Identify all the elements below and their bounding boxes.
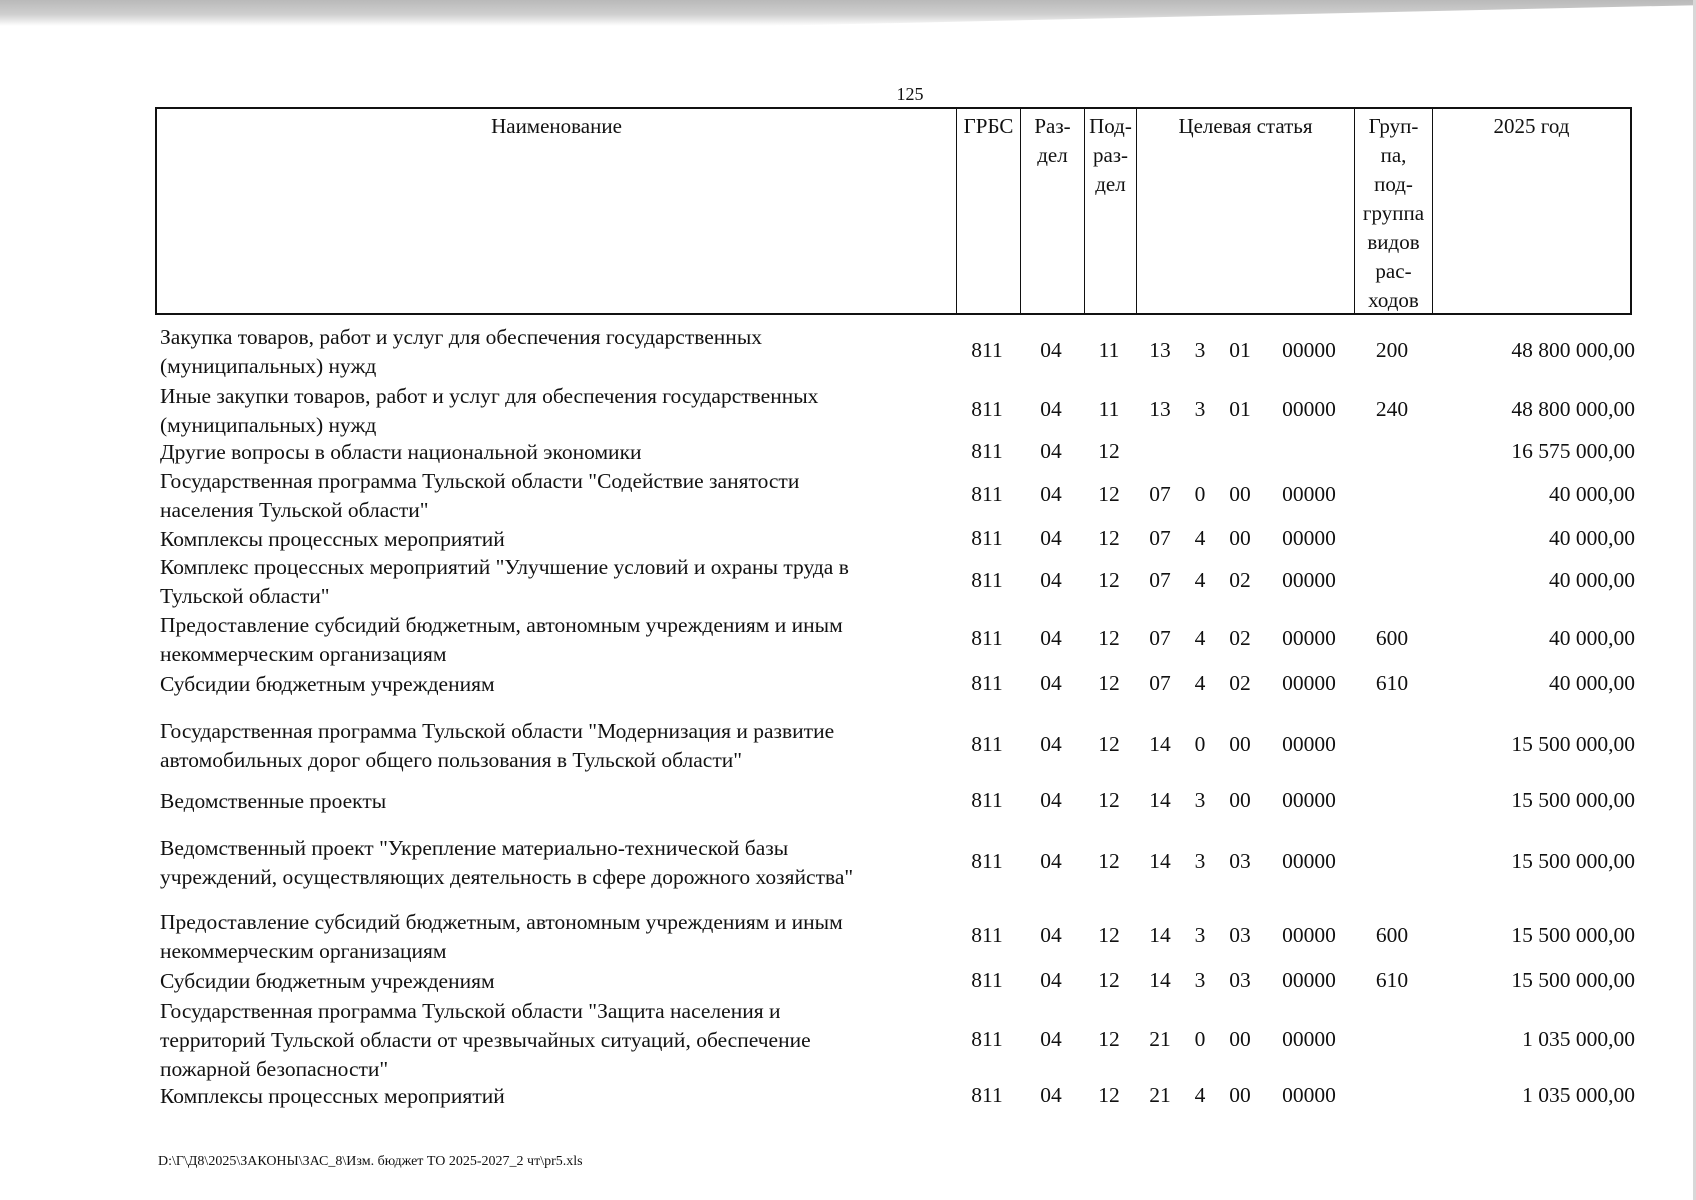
cell-pr: 12 — [1098, 626, 1120, 650]
cell-grbs: 811 — [971, 849, 1003, 873]
cell-pr: 12 — [1098, 438, 1120, 463]
cell-grbs: 811 — [971, 338, 1003, 362]
cell-pr: 12 — [1098, 849, 1120, 873]
cell-t1: 07 — [1149, 670, 1171, 695]
cell-pr: 12 — [1098, 568, 1120, 592]
row-name — [160, 438, 935, 467]
table-row — [155, 967, 1635, 996]
cell-t2: 0 — [1194, 1026, 1206, 1051]
cell-grbs: 811 — [971, 1026, 1003, 1051]
row-name-line: Комплекс процессных мероприятий "Улучшение условий и охраны труда в — [160, 555, 849, 579]
header-podrazdel-line: раз- — [1092, 143, 1129, 167]
table-row — [155, 717, 1635, 775]
table-row — [155, 834, 1635, 892]
cell-rz: 04 — [1040, 482, 1062, 506]
file-path-footer: D:\Г\Д8\2025\ЗАКОНЫ\ЗАС_8\Изм. бюджет ТО 2025-2027_2 чт\pr5.xls — [158, 1154, 583, 1169]
cell-t3: 02 — [1229, 670, 1251, 695]
cell-rz: 04 — [1040, 732, 1062, 756]
cell-t1: 14 — [1149, 787, 1171, 812]
cell-amount: 15 500 000,00 — [1511, 849, 1635, 873]
cell-pr: 12 — [1098, 482, 1120, 506]
header-group-line: видов — [1367, 230, 1420, 254]
table-row — [155, 467, 1635, 525]
row-name-line: Государственная программа Тульской области "Защита населения и — [160, 999, 781, 1023]
row-name-line: Государственная программа Тульской области "Модернизация и развитие — [160, 719, 835, 743]
cell-grbs: 811 — [971, 626, 1003, 650]
header-group-line: группа — [1362, 201, 1425, 225]
row-name — [160, 467, 935, 525]
cell-t4: 00000 — [1282, 568, 1336, 592]
cell-t3: 01 — [1229, 338, 1251, 362]
cell-t3: 00 — [1229, 525, 1251, 550]
row-name — [160, 553, 935, 611]
cell-t1: 14 — [1149, 967, 1171, 992]
cell-amount: 48 800 000,00 — [1511, 338, 1635, 362]
cell-grbs: 811 — [971, 923, 1003, 947]
cell-rz: 04 — [1040, 923, 1062, 947]
header-group-line: ходов — [1368, 288, 1419, 312]
cell-t4: 00000 — [1282, 338, 1336, 362]
cell-grbs: 811 — [971, 482, 1003, 506]
row-name-line: некоммерческим организациям — [160, 642, 447, 666]
table-row — [155, 997, 1635, 1084]
cell-vr: 240 — [1375, 397, 1409, 421]
row-name-line: Ведомственные проекты — [160, 789, 387, 813]
row-name-line: некоммерческим организациям — [160, 939, 447, 963]
row-name-line: Ведомственный проект "Укрепление материально-технической базы — [160, 836, 789, 860]
cell-t3: 00 — [1229, 1026, 1251, 1051]
cell-rz: 04 — [1040, 1026, 1062, 1051]
row-name-line: Закупка товаров, работ и услуг для обеспечения государственных — [160, 325, 763, 349]
header-target-label: Целевая статья — [1178, 114, 1313, 138]
header-podrazdel-line: Под- — [1089, 114, 1132, 138]
cell-pr: 12 — [1098, 670, 1120, 695]
row-name — [160, 611, 935, 669]
cell-rz: 04 — [1040, 670, 1062, 695]
row-name — [160, 1082, 935, 1111]
cell-t3: 02 — [1229, 626, 1251, 650]
row-name-line: Комплексы процессных мероприятий — [160, 1084, 505, 1108]
row-name — [160, 525, 935, 554]
cell-t3: 00 — [1229, 787, 1251, 812]
cell-grbs: 811 — [971, 967, 1003, 992]
cell-t4: 00000 — [1282, 482, 1336, 506]
cell-amount: 1 035 000,00 — [1522, 1026, 1635, 1051]
cell-rz: 04 — [1040, 967, 1062, 992]
cell-t1: 14 — [1149, 849, 1171, 873]
row-name-line: Субсидии бюджетным учреждениям — [160, 672, 495, 696]
table-row — [155, 525, 1635, 554]
header-grbs-label: ГРБС — [963, 114, 1014, 138]
header-year-label: 2025 год — [1493, 114, 1570, 138]
header-year — [1433, 109, 1630, 313]
row-name-line: Комплексы процессных мероприятий — [160, 527, 505, 551]
cell-amount: 15 500 000,00 — [1511, 923, 1635, 947]
table-row — [155, 787, 1635, 816]
cell-t2: 4 — [1194, 626, 1206, 650]
cell-rz: 04 — [1040, 787, 1062, 812]
cell-t3: 03 — [1229, 923, 1251, 947]
header-razdel — [1021, 109, 1085, 313]
cell-rz: 04 — [1040, 568, 1062, 592]
row-name-line: (муниципальных) нужд — [160, 354, 377, 378]
cell-t3: 02 — [1229, 568, 1251, 592]
header-group — [1355, 109, 1433, 313]
cell-rz: 04 — [1040, 438, 1062, 463]
cell-t4: 00000 — [1282, 732, 1336, 756]
cell-t1: 07 — [1149, 626, 1171, 650]
cell-t1: 14 — [1149, 923, 1171, 947]
cell-grbs: 811 — [971, 670, 1003, 695]
cell-amount: 40 000,00 — [1549, 525, 1635, 550]
cell-amount: 48 800 000,00 — [1511, 397, 1635, 421]
cell-t4: 00000 — [1282, 1026, 1336, 1051]
cell-rz: 04 — [1040, 338, 1062, 362]
row-name — [160, 997, 935, 1084]
table-row — [155, 553, 1635, 611]
row-name-line: учреждений, осуществляющих деятельность в сфере дорожного хозяйства" — [160, 865, 854, 889]
cell-t3: 03 — [1229, 967, 1251, 992]
cell-amount: 15 500 000,00 — [1511, 732, 1635, 756]
cell-t2: 4 — [1194, 670, 1206, 695]
table-row — [155, 323, 1635, 381]
table-row — [155, 438, 1635, 467]
cell-amount: 40 000,00 — [1549, 482, 1635, 506]
cell-t4: 00000 — [1282, 787, 1336, 812]
cell-grbs: 811 — [971, 568, 1003, 592]
cell-amount: 16 575 000,00 — [1511, 438, 1635, 463]
row-name — [160, 382, 935, 440]
table-row — [155, 611, 1635, 669]
cell-t1: 21 — [1149, 1082, 1171, 1107]
table-row — [155, 908, 1635, 966]
cell-t2: 0 — [1194, 482, 1206, 506]
header-group-line: рас- — [1375, 259, 1412, 283]
cell-rz: 04 — [1040, 397, 1062, 421]
row-name-line: территорий Тульской области от чрезвычайных ситуаций, обеспечение — [160, 1028, 811, 1052]
cell-t2: 3 — [1194, 397, 1206, 421]
cell-pr: 12 — [1098, 525, 1120, 550]
cell-pr: 12 — [1098, 967, 1120, 992]
cell-pr: 12 — [1098, 787, 1120, 812]
row-name-line: Другие вопросы в области национальной экономики — [160, 440, 642, 464]
cell-t3: 00 — [1229, 1082, 1251, 1107]
page-number: 125 — [896, 84, 924, 104]
row-name — [160, 717, 935, 775]
table-row — [155, 670, 1635, 699]
row-name — [160, 323, 935, 381]
row-name-line: Иные закупки товаров, работ и услуг для обеспечения государственных — [160, 384, 819, 408]
cell-vr: 610 — [1375, 670, 1409, 695]
row-name-line: Субсидии бюджетным учреждениям — [160, 969, 495, 993]
cell-t4: 00000 — [1282, 670, 1336, 695]
row-name — [160, 787, 935, 816]
header-group-line: Груп- — [1368, 114, 1419, 138]
cell-grbs: 811 — [971, 787, 1003, 812]
cell-t1: 21 — [1149, 1026, 1171, 1051]
cell-t2: 4 — [1194, 1082, 1206, 1107]
row-name-line: Предоставление субсидий бюджетным, автономным учреждениям и иным — [160, 910, 843, 934]
header-name — [157, 109, 957, 313]
cell-t2: 4 — [1194, 525, 1206, 550]
cell-vr: 200 — [1375, 338, 1409, 362]
row-name — [160, 834, 935, 892]
cell-pr: 11 — [1098, 338, 1120, 362]
cell-vr: 610 — [1375, 967, 1409, 992]
cell-pr: 12 — [1098, 1082, 1120, 1107]
table-row — [155, 382, 1635, 440]
row-name-line: населения Тульской области" — [160, 498, 429, 522]
cell-amount: 1 035 000,00 — [1522, 1082, 1635, 1107]
cell-rz: 04 — [1040, 626, 1062, 650]
cell-t4: 00000 — [1282, 849, 1336, 873]
cell-t2: 4 — [1194, 568, 1206, 592]
header-razdel-line: дел — [1037, 143, 1068, 167]
cell-t2: 3 — [1194, 787, 1206, 812]
cell-t2: 3 — [1194, 923, 1206, 947]
header-group-line: па, — [1380, 143, 1407, 167]
cell-vr: 600 — [1375, 923, 1409, 947]
cell-pr: 12 — [1098, 923, 1120, 947]
cell-t1: 07 — [1149, 482, 1171, 506]
cell-t1: 07 — [1149, 525, 1171, 550]
cell-t4: 00000 — [1282, 397, 1336, 421]
header-podrazdel — [1085, 109, 1137, 313]
scan-shadow — [0, 0, 1696, 26]
cell-amount: 40 000,00 — [1549, 670, 1635, 695]
cell-t2: 3 — [1194, 849, 1206, 873]
cell-pr: 12 — [1098, 732, 1120, 756]
cell-grbs: 811 — [971, 732, 1003, 756]
cell-vr: 600 — [1375, 626, 1409, 650]
row-name — [160, 670, 935, 699]
row-name-line: Предоставление субсидий бюджетным, автономным учреждениям и иным — [160, 613, 843, 637]
header-podrazdel-line: дел — [1095, 172, 1126, 196]
row-name-line: Государственная программа Тульской области "Содействие занятости — [160, 469, 800, 493]
cell-grbs: 811 — [971, 438, 1003, 463]
cell-t4: 00000 — [1282, 923, 1336, 947]
cell-t2: 0 — [1194, 732, 1206, 756]
cell-amount: 40 000,00 — [1549, 626, 1635, 650]
cell-amount: 40 000,00 — [1549, 568, 1635, 592]
header-razdel-line: Раз- — [1034, 114, 1071, 138]
cell-t3: 01 — [1229, 397, 1251, 421]
cell-t3: 03 — [1229, 849, 1251, 873]
cell-rz: 04 — [1040, 525, 1062, 550]
cell-grbs: 811 — [971, 525, 1003, 550]
cell-pr: 12 — [1098, 1026, 1120, 1051]
cell-rz: 04 — [1040, 1082, 1062, 1107]
table-header — [155, 107, 1632, 315]
row-name-line: (муниципальных) нужд — [160, 413, 377, 437]
row-name-line: Тульской области" — [160, 584, 330, 608]
cell-grbs: 811 — [971, 1082, 1003, 1107]
row-name — [160, 908, 935, 966]
cell-t3: 00 — [1229, 732, 1251, 756]
row-name-line: пожарной безопасности" — [160, 1057, 389, 1081]
cell-grbs: 811 — [971, 397, 1003, 421]
row-name-line: автомобильных дорог общего пользования в Тульской области" — [160, 748, 743, 772]
cell-amount: 15 500 000,00 — [1511, 967, 1635, 992]
header-group-line: под- — [1374, 172, 1413, 196]
cell-rz: 04 — [1040, 849, 1062, 873]
cell-t4: 00000 — [1282, 626, 1336, 650]
cell-t4: 00000 — [1282, 525, 1336, 550]
header-name-label: Наименование — [491, 114, 622, 138]
table-row — [155, 1082, 1635, 1111]
cell-t1: 13 — [1149, 338, 1171, 362]
cell-t1: 07 — [1149, 568, 1171, 592]
cell-t3: 00 — [1229, 482, 1251, 506]
cell-amount: 15 500 000,00 — [1511, 787, 1635, 812]
row-name — [160, 967, 935, 996]
header-target — [1137, 109, 1355, 313]
cell-t2: 3 — [1194, 338, 1206, 362]
cell-t4: 00000 — [1282, 1082, 1336, 1107]
cell-t1: 13 — [1149, 397, 1171, 421]
cell-t2: 3 — [1194, 967, 1206, 992]
cell-t1: 14 — [1149, 732, 1171, 756]
cell-pr: 11 — [1098, 397, 1120, 421]
cell-t4: 00000 — [1282, 967, 1336, 992]
header-grbs — [957, 109, 1021, 313]
